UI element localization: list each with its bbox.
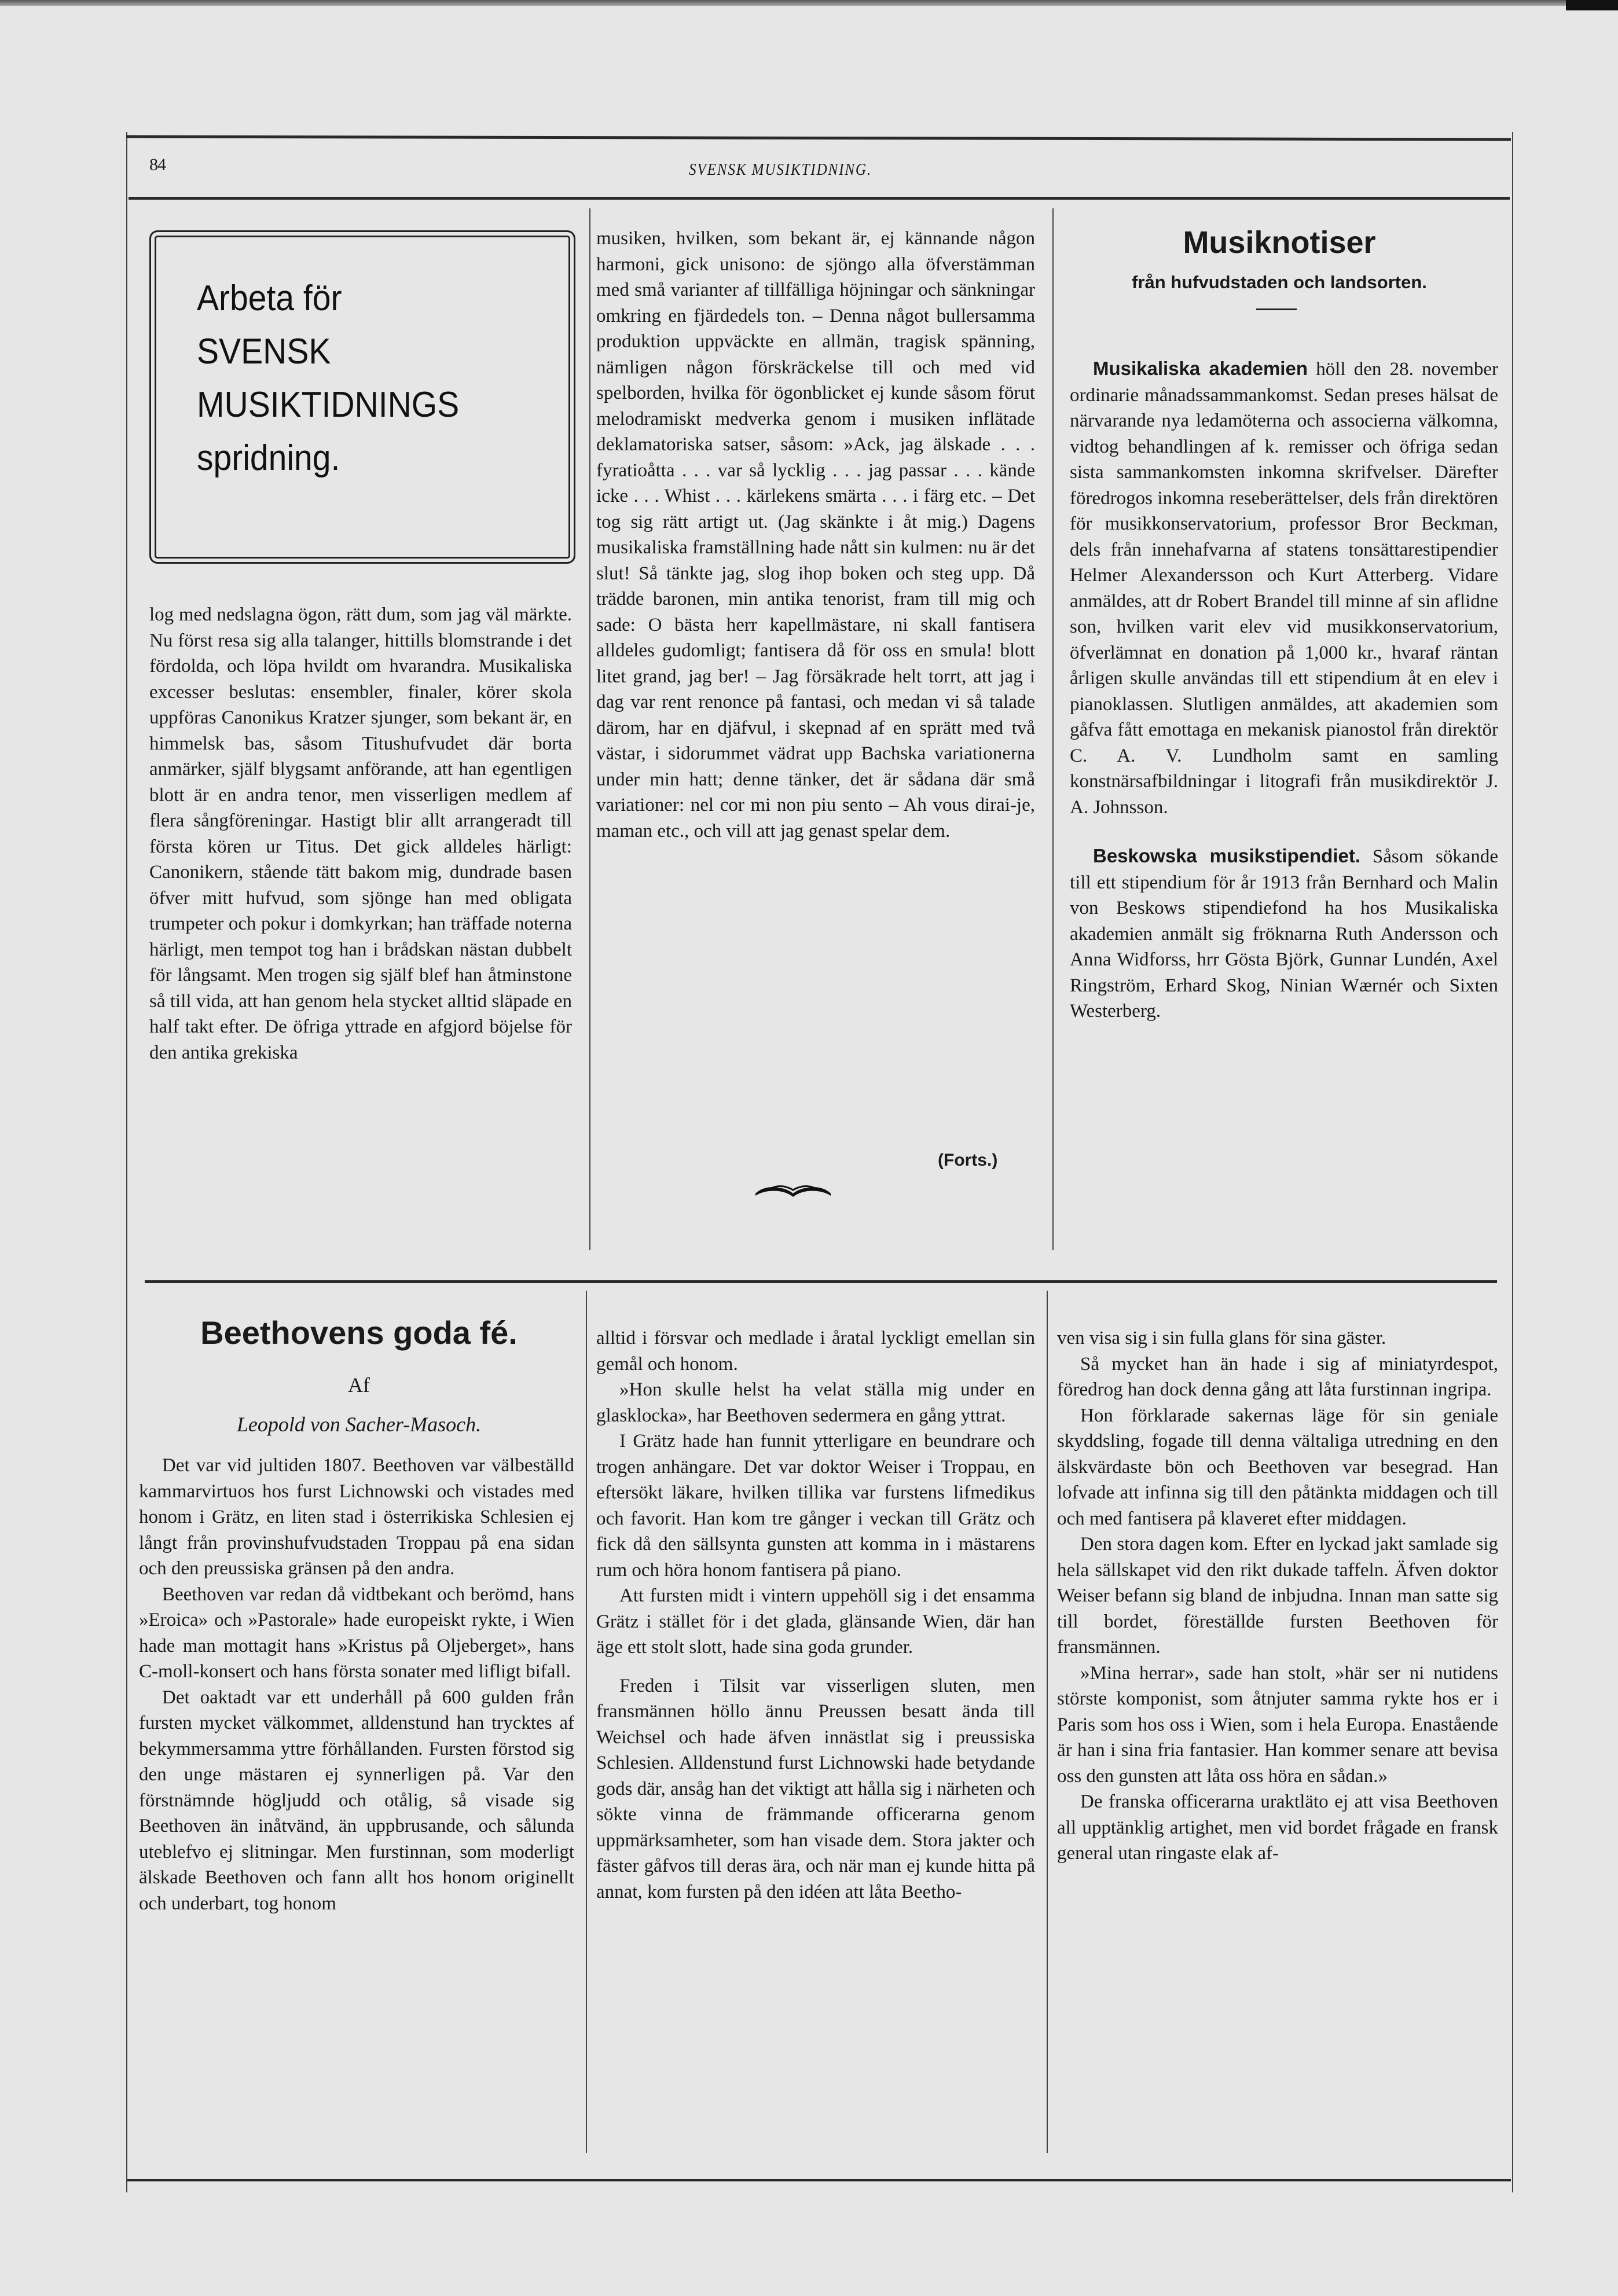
paragraph: musiken, hvilken, som bekant är, ej kännande någon harmoni, gick unisono: de sjöngo alla öfverstämman med små varianter af tillfälliga höjningar och sänkningar omkring en fjärdedels ton. – Denna något bullersamma produktion uppväckte en allmän, tragisk spänning, nämligen någon förskräckelse till och med vid spelborden, hvilka för ögonblicket ej kunde såsom förut melodramiskt medverka genom i musiken inflätade deklamatoriska satser, såsom: »Ack, jag älskade . . . fyratioåtta . . . var så lycklig . . . jag passar . . . kände icke . . . Whist . . . kärlekens smärta . . . i färg etc. – Det tog sig rätt artigt ut. (Jag skänkte i åt mig.) Dagens musikaliska framställning hade nått sin kulmen: nu är det slut! Så tänkte jag, slog ihop boken och steg upp. Då trädde baronen, min antika tenorist, fram till mig och sade: O bästa herr kapellmästare, ni skall fantisera alldeles gudomligt; fantisera då för oss en smula! blott litet grand, jag ber! – Jag försäkrade helt torrt, att jag i dag var rent renonce på fantasi, och medan vi så talade därom, har en djäfvul, i skepnad af en sprätt med två västar, i sidorummet vädrat upp Bachska variationerna under min hatt; denne tänker, det är sådana där små variationer: nel cor mi non piu sento – Ah vous dirai-je, maman etc., och vill att jag genast spelar dem. <box>596 228 1035 842</box>
article-author: Leopold von Sacher-Masoch. <box>236 1413 482 1436</box>
ad-line: Arbeta för <box>197 278 342 318</box>
paragraph: Det oaktadt var ett underhåll på 600 gulden från fursten mycket välkommet, alldenstund han trycktes af bekymmersamma yttre förhållanden. Fursten förstod sig den unge mästaren ej synnerligen på. Var den förstnämnde högljudd och otålig, så visade sig Beethoven än inåtvänd, än uppbrusande, och sålunda uteblefvo ej slitningar. Men furstinnan, som moderligt älskade Beethoven och fann allt hos honom originellt och underbart, tog honom <box>139 1687 574 1914</box>
paragraph: De franska officerarna uraktläto ej att visa Beethoven all upptänklig artighet, men vid bordet frågade en fransk general utan ringaste elak af- <box>1057 1791 1498 1864</box>
header-bottom-rule <box>129 197 1510 200</box>
paragraph: alltid i försvar och medlade i åratal lyckligt emellan sin gemål och honom. <box>596 1328 1035 1375</box>
paragraph: Freden i Tilsit var visserligen sluten, men fransmännen höllo ännu Preussen besatt ända till Weichsel och hade äfven innästlat sig i preussiska Schlesien. Alldenstund furst Lichnowski hade betydande gods där, ansåg han det viktigt att hålla sig i närheten och sökte vinna de främmande officerarna genom uppmärksamheter, som han visade dem. Stora jakter och fäster gåfvos till deras ära, och när man ej kunde hitta på annat, kom fursten på den idéen att låta Beetho- <box>596 1675 1035 1902</box>
ad-line: spridning. <box>197 438 340 478</box>
column-divider <box>1047 1291 1048 2153</box>
paragraph: Så mycket han än hade i sig af miniatyrdespot, föredrog han dock denna gång att låta furstinnan ingripa. <box>1057 1353 1498 1400</box>
top-column-3 <box>1070 356 1498 1024</box>
column-divider <box>589 208 590 1250</box>
paragraph: Hon förklarade sakernas läge för sin geniale skyddsling, fogade till denna vältaliga utredning en den älskvärdaste bön och Beethoven var besegrad. Han lofvade att infinna sig till den påtänkta middagen och till och med fantisera på klaveret efter middagen. <box>1057 1405 1498 1529</box>
section-rule <box>1256 308 1297 310</box>
paragraph: »Hon skulle helst ha velat ställa mig under en glasklocka», har Beethoven sedermera en gång yttrat. <box>596 1379 1035 1426</box>
notice-item <box>1070 356 1498 820</box>
paragraph: Den stora dagen kom. Efter en lyckad jakt samlade sig hela sällskapet vid den rikt dukade taffeln. Äfven doktor Weiser befann sig bland de inbjudna. Innan man satte sig till bordet, föreställde fursten Beethoven för fransmännen. <box>1057 1534 1498 1658</box>
footer-rule <box>127 2179 1511 2181</box>
paragraph: I Grätz hade han funnit ytterligare en beundrare och trogen anhängare. Det var doktor Weiser i Troppau, en eftersökt läkare, hvilken tillika var furstens lifmedikus och favorit. Han kom tre gånger i veckan till Grätz och fick då den sällsynta gunsten att komma in i mästarens rum och höra honom fantisera på piano. <box>596 1431 1035 1581</box>
running-head: SVENSK MUSIKTIDNING. <box>689 161 872 179</box>
notice-text: Såsom sökande till ett stipendium för år 1913 från Bernhard och Malin von Beskows stipendiefond ha hos Musikaliska akademien anmält sig fröknarna Ruth Andersson och Anna Widforss, hrr Gösta Björk, Gunnar Lundén, Axel Ringström, Erhard Skog, Ninian Wærnér och Sixten Westerberg. <box>1070 846 1498 1022</box>
ad-line: MUSIKTIDNINGS <box>197 385 460 425</box>
column-divider <box>1052 208 1054 1250</box>
article-column-2 <box>596 1325 1035 1905</box>
ornament-divider-icon <box>753 1181 834 1198</box>
section-divider-rule <box>145 1280 1497 1283</box>
ad-line: SVENSK <box>197 332 331 372</box>
continued-note: (Forts.) <box>938 1151 998 1170</box>
article-title: Beethovens goda fé. <box>200 1314 518 1351</box>
paragraph: Beethoven var redan då vidtbekant och berömd, hans »Eroica» och »Pastorale» hade europeiskt rykte, i Wien hade man mottagit hans »Kristus på Oljeberget», hans C-moll-konsert och hans första sonater med lifligt bifall. <box>139 1584 574 1682</box>
scan-edge <box>0 0 1618 6</box>
notice-item <box>1070 843 1498 1024</box>
page-number: 84 <box>149 155 166 174</box>
notice-lead: Beskowska musikstipendiet. <box>1093 845 1361 866</box>
article-byline-prefix: Af <box>348 1373 370 1397</box>
paragraph: ven visa sig i sin fulla glans för sina gäster. <box>1057 1328 1386 1349</box>
top-column-1 <box>149 602 572 1066</box>
section-subtitle: från hufvudstaden och landsorten. <box>1132 272 1427 292</box>
column-divider <box>586 1291 587 2153</box>
paragraph: »Mina herrar», sade han stolt, »här ser ni nutidens störste komponist, som åtnjuter samma rykte hos er i Paris som hos oss i Wien, som i hela Europa. Enastående är han i sina fria fantasier. Han kommer senare att bevisa oss den gunsten att låta oss höra en sådan.» <box>1057 1662 1498 1787</box>
scan-corner <box>1566 0 1618 10</box>
paragraph: Att fursten midt i vintern uppehöll sig i det ensamma Grätz i stället för i det glada, glänsande Wien, där han äge ett stolt slott, hade sina goda grunder. <box>596 1585 1035 1658</box>
article-column-1 <box>139 1453 574 1916</box>
section-title: Musiknotiser <box>1183 225 1376 260</box>
top-column-2 <box>596 226 1035 844</box>
article-column-3 <box>1057 1325 1498 1867</box>
notice-lead: Musikaliska akademien <box>1093 358 1308 379</box>
notice-text: höll den 28. november ordinarie månadssammankomst. Sedan preses hälsat de närvarande nya ledamöterna och associerna välkomna, vidtog behandlingen af k. remisser och öfriga sedan sista sammankomsten inkomna skrifvelser. Därefter föredrogos inkomna reseberättelser, dels från direktören för musikkonservatorium, professor Bror Beckman, dels från innehafvarna af statens tonsättarestipendier Helmer Alexandersson och Kurt Atterberg. Vidare anmäldes, att dr Robert Brandel till minne af sin aflidne son, hvilken varit elev vid musikkonservatorium, öfverlämnat en donation på 1,000 kr., hvaraf räntan årligen skulle användas till ett stipendium åt en elev i pianoklassen. Slutligen anmäldes, att akademien som gåfva fått emottaga en mekanisk pianostol från direktör C. A. V. Lundholm samt en samling konstnärsafbildningar i litografi från musikdirektör J. A. Johnsson. <box>1070 359 1499 818</box>
advertisement-text <box>197 272 459 485</box>
paragraph: log med nedslagna ögon, rätt dum, som jag väl märkte. Nu först resa sig alla talanger, hittills blomstrande i det fördolda, och löpa hvildt om hvarandra. Musikaliska excesser beslutas: ensembler, finaler, körer skola uppföras Canonikus Kratzer sjunger, som bekant är, en himmelsk bas, såsom Titushufvudet där borta anmärker, själf blygsamt anförande, att han egentligen blott är en andra tenor, men visserligen medlem af flera sångföreningar. Hastigt blir allt arrangeradt till första kören ur Titus. Det gick alldeles härligt: Canonikern, stående tätt bakom mig, dundrade basen öfver mitt hufvud, som sjönge han med obligata trumpeter och pokur i domkyrkan; han träffade noterna härligt, men tempot tog han i brådskan nästan dubbelt för långsamt. Men trogen sig själf blef han åtminstone så till vida, att han genom hela stycket alltid släpade en half takt efter. De öfriga yttrade en afgjord böjelse för den antika grekiska <box>149 604 572 1063</box>
paragraph: Det var vid jultiden 1807. Beethoven var välbeställd kammarvirtuos hos furst Lichnowski och vistades med honom i Grätz, en liten stad i österrikiska Schlesien ej långt från provinshufvudstaden Troppau på ena sidan och den preussiska gränsen på den andra. <box>139 1455 574 1579</box>
